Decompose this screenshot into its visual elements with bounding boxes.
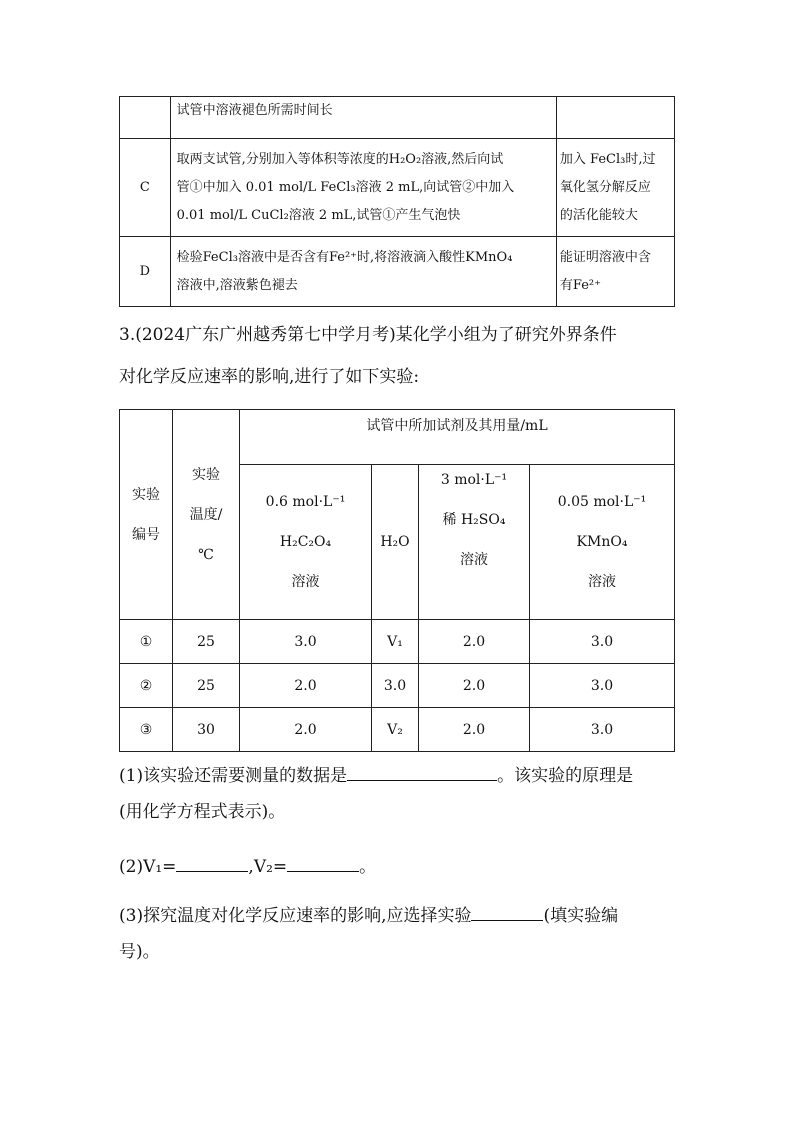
header-text: KMnO₄: [576, 534, 628, 550]
header-h2so4: [419, 465, 530, 620]
header-text: ℃: [198, 546, 214, 563]
row-content-cell: [170, 139, 556, 237]
cell-kmno4: 3.0: [530, 620, 675, 664]
cell-h2c2o4: 2.0: [240, 664, 372, 708]
row-text-line: 检验FeCl₃溶液中是否含有Fe²⁺时,将溶液滴入酸性KMnO₄: [176, 249, 513, 265]
conclusion-line: 有Fe²⁺: [559, 277, 601, 293]
header-reagent-group: 试管中所加试剂及其用量/mL: [240, 410, 675, 465]
header-text: H₂C₂O₄: [279, 534, 332, 550]
cell-kmno4: 3.0: [530, 664, 675, 708]
row-text-line: 管①中加入 0.01 mol/L FeCl₃溶液 2 mL,向试管②中加入: [176, 179, 515, 195]
answer-blank-v2[interactable]: [287, 853, 359, 872]
header-text: 温度/: [189, 506, 223, 523]
row-text-line: 0.01 mol/L CuCl₂溶液 2 mL,试管①产生气泡快: [176, 207, 461, 223]
question-text: 。该实验的原理是: [497, 766, 634, 786]
question-text: (2)V₁=: [119, 857, 177, 877]
conclusion-line: 的活化能较大: [559, 207, 638, 223]
header-exp-no: [120, 410, 173, 620]
question-text: (1)该实验还需要测量的数据是: [119, 766, 348, 786]
reagent-test-table: [119, 96, 675, 307]
answer-blank[interactable]: [347, 762, 497, 781]
subquestion-1-cont: (用化学方程式表示)。: [119, 802, 286, 822]
cell-h2c2o4: 2.0: [240, 708, 372, 752]
subquestion-2: [119, 853, 376, 879]
cell-h2o: 3.0: [372, 664, 419, 708]
table-row: [120, 664, 675, 708]
cell-h2o: V₂: [372, 708, 419, 752]
header-text: 溶液: [460, 552, 488, 568]
row-conclusion-cell: [556, 97, 674, 139]
cell-h2o: V₁: [372, 620, 419, 664]
row-conclusion-cell: [556, 237, 674, 307]
answer-blank[interactable]: [471, 902, 543, 921]
header-text: 实验: [192, 466, 220, 483]
row-label-cell: C: [120, 139, 171, 237]
subquestion-1: [119, 762, 633, 788]
question-text: 。: [359, 857, 377, 877]
table-header-row: [120, 410, 675, 465]
header-text: 稀 H₂SO₄: [442, 512, 506, 528]
cell-temp: 30: [173, 708, 240, 752]
header-text: 编号: [132, 526, 160, 543]
row-conclusion-cell: [556, 139, 674, 237]
table-row: [120, 139, 675, 237]
header-text: 溶液: [588, 574, 616, 590]
cell-exp-no: ③: [120, 708, 173, 752]
header-temp: [173, 410, 240, 620]
question-text: (3)探究温度对化学反应速率的影响,应选择实验: [119, 906, 472, 926]
cell-exp-no: ②: [120, 664, 173, 708]
header-kmno4: [530, 465, 675, 620]
row-content-cell: [170, 97, 556, 139]
cell-h2so4: 2.0: [419, 664, 530, 708]
row-label-cell: D: [120, 237, 171, 307]
table-row: [120, 620, 675, 664]
question-text: ,V₂=: [248, 857, 288, 877]
cell-kmno4: 3.0: [530, 708, 675, 752]
header-h2c2o4: [240, 465, 372, 620]
header-text: 0.05 mol·L⁻¹: [557, 494, 647, 510]
conclusion-line: 氧化氢分解反应: [559, 179, 651, 195]
header-text: H₂O: [380, 534, 410, 550]
cell-exp-no: ①: [120, 620, 173, 664]
table-row: [120, 708, 675, 752]
row-text: 试管中溶液褪色所需时间长: [176, 103, 333, 118]
subquestion-3: [119, 902, 618, 928]
cell-h2so4: 2.0: [419, 708, 530, 752]
header-text: 0.6 mol·L⁻¹: [265, 494, 346, 510]
cell-h2so4: 2.0: [419, 620, 530, 664]
table-row: [120, 237, 675, 307]
row-text-line: 溶液中,溶液紫色褪去: [176, 277, 298, 293]
table-row: [120, 97, 675, 139]
subquestion-3-cont: 号)。: [119, 942, 160, 962]
conclusion-line: 加入 FeCl₃时,过: [559, 151, 656, 167]
question-intro-line: 对化学反应速率的影响,进行了如下实验:: [119, 367, 420, 387]
question-text: (填实验编: [543, 906, 619, 926]
answer-blank-v1[interactable]: [176, 853, 248, 872]
header-text: 溶液: [291, 574, 320, 590]
header-h2o: [372, 465, 419, 620]
question-intro-line: 3.(2024广东广州越秀第七中学月考)某化学小组为了研究外界条件: [119, 325, 617, 345]
row-label-cell: [120, 97, 171, 139]
experiment-table: [119, 409, 675, 752]
cell-temp: 25: [173, 620, 240, 664]
conclusion-line: 能证明溶液中含: [559, 249, 651, 265]
row-text-line: 取两支试管,分别加入等体积等浓度的H₂O₂溶液,然后向试: [176, 151, 504, 167]
row-content-cell: [170, 237, 556, 307]
cell-temp: 25: [173, 664, 240, 708]
header-text: 3 mol·L⁻¹: [440, 472, 508, 488]
header-text: 实验: [132, 486, 160, 503]
cell-h2c2o4: 3.0: [240, 620, 372, 664]
